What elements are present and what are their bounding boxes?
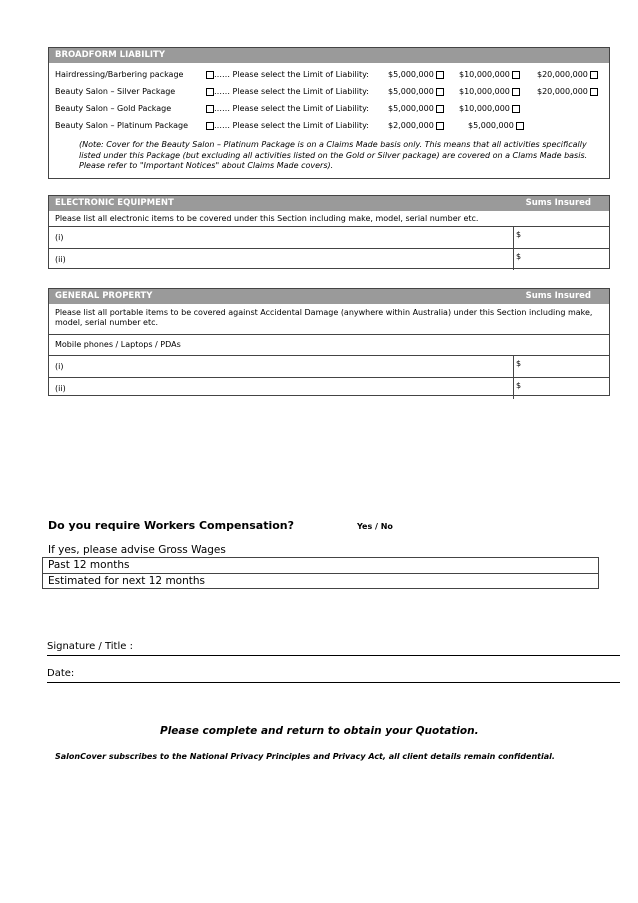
select-limit	[206, 87, 369, 96]
past-12-months-label: Past 12 months	[48, 559, 130, 571]
limit-option-2	[459, 87, 520, 96]
select-text: …… Please select the Limit of Liability:	[214, 87, 369, 96]
select-text: …… Please select the Limit of Liability:	[214, 121, 369, 130]
item-label: (ii)	[55, 384, 66, 393]
opt1-checkbox[interactable]	[436, 122, 444, 130]
package-checkbox[interactable]	[206, 105, 214, 113]
table-row[interactable]	[49, 377, 609, 399]
electronic-header	[49, 196, 609, 211]
opt2-checkbox[interactable]	[512, 88, 520, 96]
opt2-label: $10,000,000	[459, 87, 510, 96]
limit-option-3	[537, 87, 598, 96]
opt1-checkbox[interactable]	[436, 71, 444, 79]
limit-option-1	[388, 87, 444, 96]
broadform-row	[55, 87, 605, 99]
wages-row-past[interactable]	[43, 558, 598, 574]
limit-option-2	[459, 104, 520, 113]
limit-option-2	[468, 121, 524, 130]
signature-line[interactable]	[47, 641, 620, 656]
broadform-row	[55, 121, 605, 133]
row-label: Hairdressing/Barbering package	[55, 70, 184, 79]
row-label: Beauty Salon – Gold Package	[55, 104, 172, 113]
instruction-text: Please list all portable items to be covered against Accidental Damage (anywhere within Australia) under this Section including make, model, serial number etc.	[55, 308, 593, 327]
opt2-checkbox[interactable]	[512, 71, 520, 79]
opt1-checkbox[interactable]	[436, 88, 444, 96]
next-12-months-label: Estimated for next 12 months	[48, 575, 206, 587]
gross-wages-advise: If yes, please advise Gross Wages	[48, 544, 226, 556]
general-header	[49, 289, 609, 304]
opt1-label: $5,000,000	[388, 70, 434, 79]
electronic-instruction	[49, 211, 609, 226]
package-checkbox[interactable]	[206, 122, 214, 130]
row-label: Beauty Salon – Silver Package	[55, 87, 176, 96]
date-label: Date:	[47, 668, 75, 679]
workers-comp-question: Do you require Workers Compensation?	[48, 519, 295, 532]
opt1-label: $5,000,000	[388, 104, 434, 113]
sums-insured-label: Sums Insured	[525, 198, 591, 208]
select-text: …… Please select the Limit of Liability:	[214, 104, 369, 113]
table-row[interactable]	[49, 248, 609, 270]
general-subhead	[49, 334, 609, 355]
general-property-section	[48, 288, 610, 396]
item-label: (ii)	[55, 255, 66, 264]
broadform-row	[55, 70, 605, 82]
date-line[interactable]	[47, 668, 620, 683]
opt3-checkbox[interactable]	[590, 88, 598, 96]
wages-row-next[interactable]	[43, 574, 598, 589]
broadform-header	[49, 48, 609, 63]
sum-insured-field[interactable]: $	[513, 249, 521, 270]
sum-insured-field[interactable]: $	[513, 378, 521, 399]
opt2-label: $10,000,000	[459, 104, 510, 113]
broadform-header-text: BROADFORM LIABILITY	[55, 50, 165, 60]
opt3-label: $20,000,000	[537, 70, 588, 79]
opt2-label: $10,000,000	[459, 70, 510, 79]
sum-insured-field[interactable]: $	[513, 356, 521, 377]
subhead-text: Mobile phones / Laptops / PDAs	[55, 340, 181, 349]
opt1-label: $2,000,000	[388, 121, 434, 130]
opt3-label: $20,000,000	[537, 87, 588, 96]
opt2-checkbox[interactable]	[512, 105, 520, 113]
electronic-header-text: ELECTRONIC EQUIPMENT	[55, 198, 174, 208]
limit-option-1	[388, 70, 444, 79]
complete-and-return: Please complete and return to obtain your Quotation.	[160, 725, 479, 737]
opt2-checkbox[interactable]	[516, 122, 524, 130]
limit-option-2	[459, 70, 520, 79]
claims-made-note: (Note: Cover for the Beauty Salon – Platinum Package is on a Claims Made basis only. This means that all activities specifically listed under this Package (but excluding all activities listed on the Gold or Silver package) are covered on a Clams Made basis. Please refer to "Important Notices" about Claims Made covers).	[79, 140, 588, 170]
sum-insured-field[interactable]: $	[513, 227, 521, 248]
general-instruction	[49, 304, 609, 334]
limit-option-1	[388, 121, 444, 130]
select-limit	[206, 104, 369, 113]
opt2-label: $5,000,000	[468, 121, 514, 130]
yes-no-answer[interactable]: Yes / No	[357, 522, 393, 531]
opt1-checkbox[interactable]	[436, 105, 444, 113]
limit-option-1	[388, 104, 444, 113]
limit-option-3	[537, 70, 598, 79]
table-row[interactable]	[49, 226, 609, 248]
package-checkbox[interactable]	[206, 88, 214, 96]
item-label: (i)	[55, 233, 64, 242]
broadform-row	[55, 104, 605, 116]
select-text: …… Please select the Limit of Liability:	[214, 70, 369, 79]
opt1-label: $5,000,000	[388, 87, 434, 96]
broadform-section	[48, 47, 610, 179]
item-label: (i)	[55, 362, 64, 371]
table-row[interactable]	[49, 355, 609, 377]
privacy-statement: SalonCover subscribes to the National Privacy Principles and Privacy Act, all client details remain confidential.	[55, 752, 555, 761]
instruction-text: Please list all electronic items to be covered under this Section including make, model, serial number etc.	[55, 214, 479, 223]
sums-insured-label: Sums Insured	[525, 291, 591, 301]
signature-label: Signature / Title :	[47, 641, 133, 652]
wages-table	[42, 557, 599, 589]
row-label: Beauty Salon – Platinum Package	[55, 121, 188, 130]
electronic-section	[48, 195, 610, 269]
select-limit	[206, 121, 369, 130]
select-limit	[206, 70, 369, 79]
package-checkbox[interactable]	[206, 71, 214, 79]
general-header-text: GENERAL PROPERTY	[55, 291, 153, 301]
opt3-checkbox[interactable]	[590, 71, 598, 79]
